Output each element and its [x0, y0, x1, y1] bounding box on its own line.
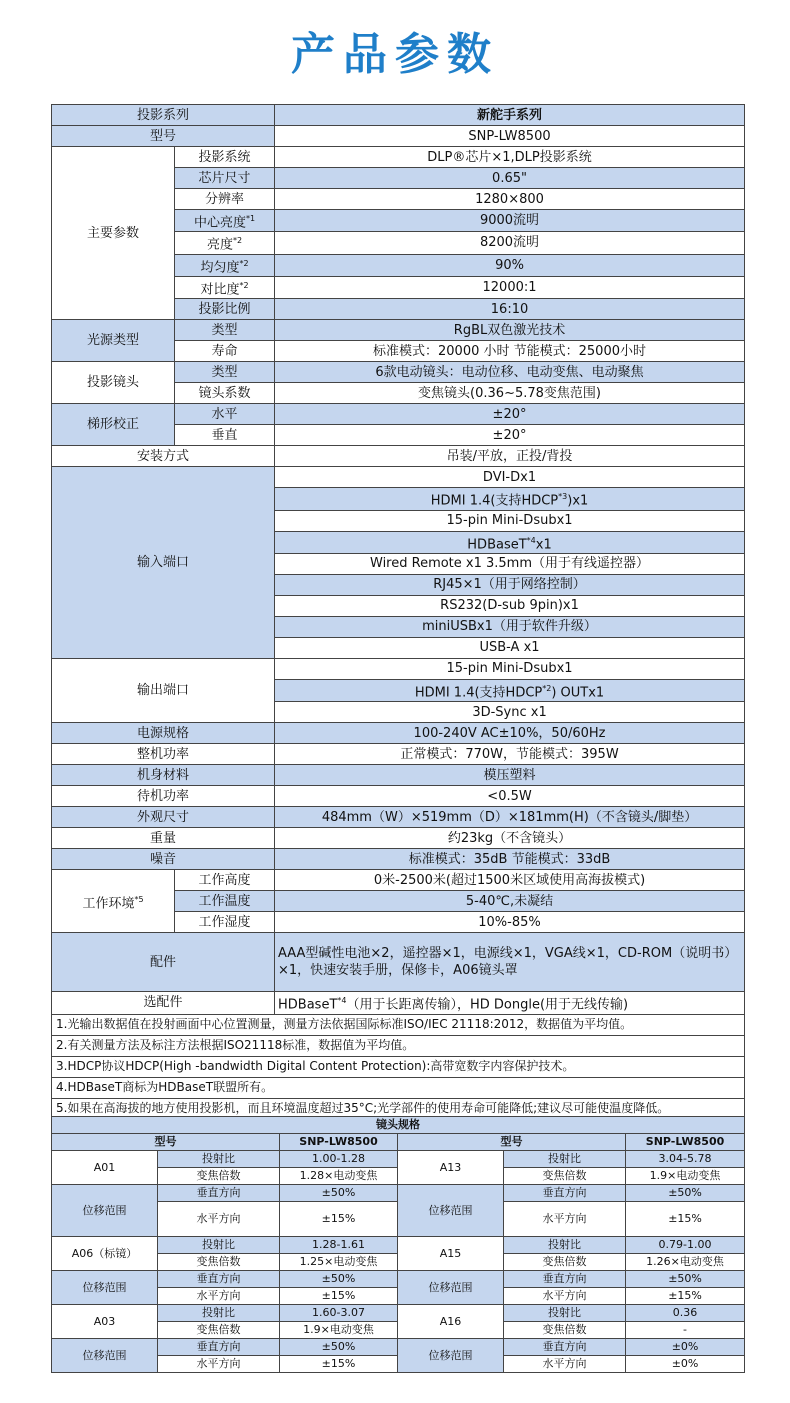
lens-value: ±50%	[280, 1271, 398, 1288]
lens-value: ±15%	[626, 1202, 745, 1237]
param-label: 芯片尺寸	[175, 168, 275, 189]
table-row	[52, 1014, 745, 1035]
series-label: 投影系列	[52, 105, 275, 126]
lens-label: 变焦倍数	[504, 1254, 626, 1271]
lens-value: ±0%	[626, 1356, 745, 1373]
param-value: 标准模式：20000 小时 节能模式：25000小时	[275, 341, 745, 362]
lens-label: 变焦倍数	[158, 1168, 280, 1185]
param-label: 噪音	[52, 849, 275, 870]
port-value: HDBaseT$^{*4}$x1	[275, 531, 745, 553]
table-row	[52, 147, 745, 168]
lens-value: ±15%	[280, 1202, 398, 1237]
footnote: 1.光输出数据值在投射画面中心位置测量，测量方法依据国际标准ISO/IEC 21118:2012，数据值为平均值。	[52, 1014, 745, 1035]
group-label: 梯形校正	[52, 404, 175, 446]
param-label: 电源规格	[52, 723, 275, 744]
table-row	[52, 446, 745, 467]
lens-value: 1.28×电动变焦	[280, 1168, 398, 1185]
lens-shift-label: 位移范围	[398, 1271, 504, 1305]
lens-name: A16	[398, 1305, 504, 1339]
footnote: 4.HDBaseT商标为HDBaseT联盟所有。	[52, 1077, 745, 1098]
lens-label: 变焦倍数	[504, 1322, 626, 1339]
param-label: 投影系统	[175, 147, 275, 168]
param-value: 变焦镜头(0.36~5.78变焦范围)	[275, 383, 745, 404]
lens-shift-label: 位移范围	[52, 1271, 158, 1305]
table-row	[52, 1305, 745, 1322]
table-row	[52, 362, 745, 383]
lens-label: 投射比	[504, 1305, 626, 1322]
table-row	[52, 1185, 745, 1202]
lens-value: 1.9×电动变焦	[626, 1168, 745, 1185]
lens-name: A13	[398, 1151, 504, 1185]
param-label: 分辨率	[175, 189, 275, 210]
param-value: ±20°	[275, 425, 745, 446]
lens-value: -	[626, 1322, 745, 1339]
port-value: 15-pin Mini-Dsubx1	[275, 658, 745, 679]
lens-value: 1.25×电动变焦	[280, 1254, 398, 1271]
param-value: 100-240V AC±10%，50/60Hz	[275, 723, 745, 744]
lens-label: 垂直方向	[158, 1339, 280, 1356]
group-label: 工作环境$^{*5}$	[52, 870, 175, 933]
lens-label: 投射比	[158, 1305, 280, 1322]
install-value: 吊装/平放，正投/背投	[275, 446, 745, 467]
param-label: 投影比例	[175, 299, 275, 320]
lens-value: 0.36	[626, 1305, 745, 1322]
footnote: 2.有关测量方法及标注方法根据ISO21118标准，数据值为平均值。	[52, 1035, 745, 1056]
lens-name: A03	[52, 1305, 158, 1339]
lens-label: 垂直方向	[504, 1339, 626, 1356]
param-label: 对比度$^{*2}$	[175, 276, 275, 298]
param-value: 6款电动镜头：电动位移、电动变焦、电动聚焦	[275, 362, 745, 383]
col-value: SNP-LW8500	[280, 1134, 398, 1151]
param-label: 工作高度	[175, 870, 275, 891]
lens-value: ±50%	[626, 1185, 745, 1202]
footnote: 5.如果在高海拔的地方使用投影机，而且环境温度超过35°C;光学部件的使用寿命可能降低;建议尽可能使温度降低。	[52, 1098, 745, 1119]
table-row	[52, 1134, 745, 1151]
lens-value: 1.00-1.28	[280, 1151, 398, 1168]
port-value: RJ45×1（用于网络控制）	[275, 574, 745, 595]
lens-table-title: 镜头规格	[52, 1117, 745, 1134]
lens-label: 水平方向	[504, 1202, 626, 1237]
optional-value: HDBaseT$^{*4}$（用于长距离传输），HD Dongle(用于无线传输)	[275, 992, 745, 1014]
lens-shift-label: 位移范围	[52, 1339, 158, 1373]
table-row	[52, 1056, 745, 1077]
param-label: 重量	[52, 828, 275, 849]
lens-label: 水平方向	[504, 1356, 626, 1373]
table-row	[52, 992, 745, 1014]
port-value: HDMI 1.4(支持HDCP$^{*3}$)x1	[275, 488, 745, 510]
table-row	[52, 1117, 745, 1134]
param-label: 中心亮度$^{*1}$	[175, 210, 275, 232]
group-label: 投影镜头	[52, 362, 175, 404]
model-label: 型号	[52, 126, 275, 147]
lens-label: 垂直方向	[504, 1185, 626, 1202]
table-row	[52, 320, 745, 341]
accessories-value: AAA型碱性电池×2，遥控器×1，电源线×1，VGA线×1，CD-ROM（说明书）×1，快速安装手册，保修卡，A06镜头罩	[275, 933, 745, 992]
group-label: 光源类型	[52, 320, 175, 362]
table-row	[52, 723, 745, 744]
lens-name: A06（标镜）	[52, 1237, 158, 1271]
param-label: 外观尺寸	[52, 807, 275, 828]
table-row	[52, 1035, 745, 1056]
lens-name: A15	[398, 1237, 504, 1271]
table-row	[52, 1339, 745, 1356]
param-value: 0.65"	[275, 168, 745, 189]
lens-value: ±50%	[280, 1185, 398, 1202]
table-row	[52, 658, 745, 679]
lens-label: 变焦倍数	[504, 1168, 626, 1185]
param-value: 约23kg（不含镜头）	[275, 828, 745, 849]
model-value: SNP-LW8500	[275, 126, 745, 147]
port-value: DVI-Dx1	[275, 467, 745, 488]
lens-value: ±50%	[626, 1271, 745, 1288]
lens-label: 投射比	[504, 1237, 626, 1254]
lens-value: ±15%	[280, 1356, 398, 1373]
lens-value: 3.04-5.78	[626, 1151, 745, 1168]
param-value: 484mm（W）×519mm（D）×181mm(H)（不含镜头/脚垫）	[275, 807, 745, 828]
param-value: 模压塑料	[275, 765, 745, 786]
port-value: Wired Remote x1 3.5mm（用于有线遥控器）	[275, 553, 745, 574]
param-value: 90%	[275, 254, 745, 276]
group-label: 主要参数	[52, 147, 175, 320]
lens-label: 水平方向	[158, 1288, 280, 1305]
lens-name: A01	[52, 1151, 158, 1185]
param-value: 0米-2500米(超过1500米区域使用高海拔模式)	[275, 870, 745, 891]
table-row	[52, 744, 745, 765]
accessories-label: 配件	[52, 933, 275, 992]
port-value: RS232(D-sub 9pin)x1	[275, 595, 745, 616]
group-label: 输入端口	[52, 467, 275, 659]
install-label: 安装方式	[52, 446, 275, 467]
table-row	[52, 404, 745, 425]
param-label: 镜头系数	[175, 383, 275, 404]
table-row	[52, 105, 745, 126]
lens-value: 1.60-3.07	[280, 1305, 398, 1322]
lens-label: 垂直方向	[504, 1271, 626, 1288]
lens-label: 垂直方向	[158, 1271, 280, 1288]
table-row	[52, 1237, 745, 1254]
table-row	[52, 765, 745, 786]
footnote: 3.HDCP协议HDCP(High -bandwidth Digital Content Protection):高带宽数字内容保护技术。	[52, 1056, 745, 1077]
lens-shift-label: 位移范围	[398, 1339, 504, 1373]
lens-value: 1.28-1.61	[280, 1237, 398, 1254]
spec-table	[51, 104, 745, 1120]
param-value: 标准模式：35dB 节能模式：33dB	[275, 849, 745, 870]
lens-label: 水平方向	[158, 1356, 280, 1373]
param-label: 水平	[175, 404, 275, 425]
table-row	[52, 126, 745, 147]
param-label: 待机功率	[52, 786, 275, 807]
table-row	[52, 933, 745, 992]
lens-value: ±15%	[626, 1288, 745, 1305]
lens-label: 垂直方向	[158, 1185, 280, 1202]
param-value: 8200流明	[275, 232, 745, 254]
param-label: 类型	[175, 320, 275, 341]
lens-label: 水平方向	[504, 1288, 626, 1305]
page-title: 产品参数	[291, 29, 499, 80]
table-row	[52, 1151, 745, 1168]
param-label: 寿命	[175, 341, 275, 362]
param-value: RgBL双色激光技术	[275, 320, 745, 341]
param-value: <0.5W	[275, 786, 745, 807]
col-model: 型号	[398, 1134, 626, 1151]
port-value: miniUSBx1（用于软件升级）	[275, 616, 745, 637]
param-label: 垂直	[175, 425, 275, 446]
group-label: 输出端口	[52, 658, 275, 722]
table-row	[52, 1271, 745, 1288]
lens-shift-label: 位移范围	[398, 1185, 504, 1237]
lens-shift-label: 位移范围	[52, 1185, 158, 1237]
param-label: 工作湿度	[175, 912, 275, 933]
table-row	[52, 828, 745, 849]
lens-label: 投射比	[504, 1151, 626, 1168]
port-value: 15-pin Mini-Dsubx1	[275, 510, 745, 531]
param-label: 整机功率	[52, 744, 275, 765]
port-value: USB-A x1	[275, 637, 745, 658]
param-value: 9000流明	[275, 210, 745, 232]
table-row	[52, 1077, 745, 1098]
lens-value: ±15%	[280, 1288, 398, 1305]
col-model: 型号	[52, 1134, 280, 1151]
table-row	[52, 849, 745, 870]
lens-value: 1.26×电动变焦	[626, 1254, 745, 1271]
param-label: 亮度$^{*2}$	[175, 232, 275, 254]
lens-spec-table	[51, 1116, 745, 1373]
param-label: 均匀度$^{*2}$	[175, 254, 275, 276]
param-label: 类型	[175, 362, 275, 383]
param-value: 10%-85%	[275, 912, 745, 933]
table-row	[52, 870, 745, 891]
param-label: 机身材料	[52, 765, 275, 786]
lens-label: 变焦倍数	[158, 1254, 280, 1271]
param-value: 正常模式：770W，节能模式：395W	[275, 744, 745, 765]
series-value: 新舵手系列	[275, 105, 745, 126]
lens-label: 水平方向	[158, 1202, 280, 1237]
lens-label: 投射比	[158, 1237, 280, 1254]
lens-label: 投射比	[158, 1151, 280, 1168]
lens-value: ±0%	[626, 1339, 745, 1356]
lens-value: ±50%	[280, 1339, 398, 1356]
param-value: ±20°	[275, 404, 745, 425]
param-value: DLP®芯片×1,DLP投影系统	[275, 147, 745, 168]
lens-value: 1.9×电动变焦	[280, 1322, 398, 1339]
lens-value: 0.79-1.00	[626, 1237, 745, 1254]
param-value: 1280×800	[275, 189, 745, 210]
port-value: 3D-Sync x1	[275, 702, 745, 723]
param-value: 16:10	[275, 299, 745, 320]
table-row	[52, 786, 745, 807]
param-value: 5-40℃,未凝结	[275, 891, 745, 912]
table-row	[52, 467, 745, 488]
param-value: 12000:1	[275, 276, 745, 298]
table-row	[52, 807, 745, 828]
lens-label: 变焦倍数	[158, 1322, 280, 1339]
param-label: 工作温度	[175, 891, 275, 912]
optional-label: 选配件	[52, 992, 275, 1014]
port-value: HDMI 1.4(支持HDCP$^{*2}$) OUTx1	[275, 679, 745, 701]
col-value: SNP-LW8500	[626, 1134, 745, 1151]
